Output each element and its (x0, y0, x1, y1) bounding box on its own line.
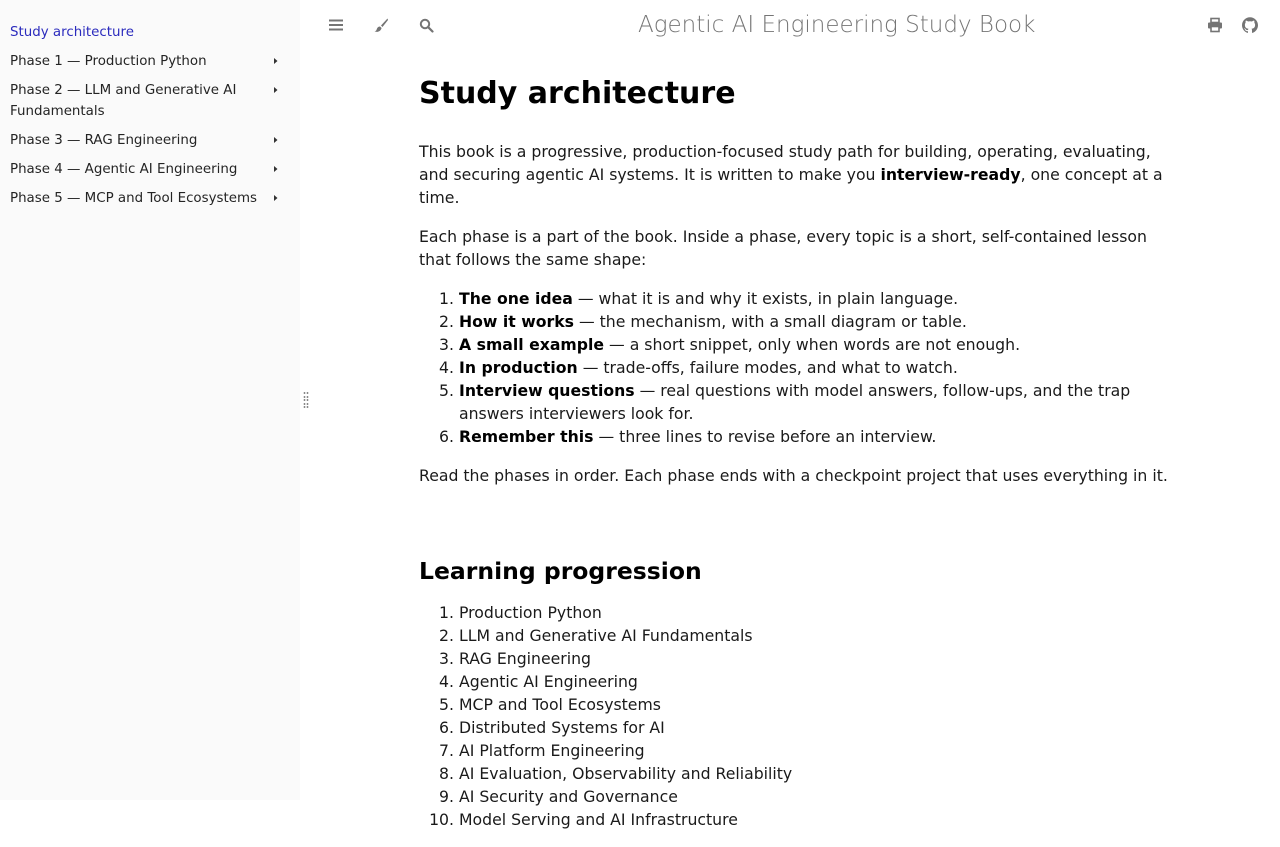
phase-paragraph: Each phase is a part of the book. Inside a phase, every topic is a short, self-contained lesson that follows the same shape: (419, 227, 1147, 269)
chevron-right-icon[interactable] (272, 134, 280, 146)
list-item: 1. Production Python (459, 601, 1179, 624)
read-order-paragraph: Read the phases in order. Each phase ends with a checkpoint project that uses everything in it. (419, 466, 1168, 485)
sidebar-item-label: Study architecture (10, 25, 134, 40)
list-item: 5. Interview questions — real questions with model answers, follow-ups, and the trap answers interviewers look for. (459, 379, 1179, 425)
chevron-right-icon[interactable] (272, 55, 280, 67)
sidebar-item-label: Phase 3 — RAG Engineering (10, 133, 198, 148)
section-heading-learning-progression: Learning progression (419, 557, 702, 585)
list-item: 3. RAG Engineering (459, 647, 1179, 670)
list-item: 6. Distributed Systems for AI (459, 716, 1179, 739)
sidebar-resize-handle[interactable] (303, 392, 309, 408)
list-item: 3. A small example — a short snippet, only when words are not enough. (459, 333, 1179, 356)
page-title: Study architecture (419, 76, 736, 111)
sidebar (0, 0, 300, 800)
chevron-right-icon[interactable] (272, 163, 280, 175)
search-icon[interactable] (416, 15, 436, 35)
list-item: 2. LLM and Generative AI Fundamentals (459, 624, 1179, 647)
sidebar-item-phase-1[interactable] (0, 51, 300, 72)
list-item: 4. Agentic AI Engineering (459, 670, 1179, 693)
sidebar-item-label: Phase 2 — LLM and Generative AI Fundamentals (10, 83, 237, 119)
sidebar-item-phase-3[interactable] (0, 130, 300, 151)
sidebar-item-phase-4[interactable] (0, 159, 300, 180)
lesson-shape-list (419, 287, 1179, 448)
sidebar-item-label: Phase 1 — Production Python (10, 54, 207, 69)
progression-list (419, 601, 1179, 831)
list-item: 9. AI Security and Governance (459, 785, 1179, 808)
list-item: 10. Model Serving and AI Infrastructure (459, 808, 1179, 831)
sidebar-item-study-architecture[interactable] (0, 22, 300, 43)
book-title: Agentic AI Engineering Study Book (638, 12, 1036, 38)
sidebar-item-label: Phase 4 — Agentic AI Engineering (10, 162, 238, 177)
list-item: 4. In production — trade-offs, failure modes, and what to watch. (459, 356, 1179, 379)
sidebar-item-phase-2[interactable] (0, 80, 300, 122)
menu-bar (300, 0, 1280, 50)
list-item: 1. The one idea — what it is and why it exists, in plain language. (459, 287, 1179, 310)
github-icon[interactable] (1240, 15, 1260, 35)
main-content (419, 72, 1179, 847)
chevron-right-icon[interactable] (272, 84, 280, 96)
list-item: 8. AI Evaluation, Observability and Reliability (459, 762, 1179, 785)
list-item: 7. AI Platform Engineering (459, 739, 1179, 762)
brush-icon[interactable] (371, 15, 391, 35)
list-item: 2. How it works — the mechanism, with a small diagram or table. (459, 310, 1179, 333)
list-item: 6. Remember this — three lines to revise before an interview. (459, 425, 1179, 448)
chevron-right-icon[interactable] (272, 192, 280, 204)
sidebar-item-label: Phase 5 — MCP and Tool Ecosystems (10, 191, 258, 206)
print-icon[interactable] (1205, 15, 1225, 35)
list-item: 5. MCP and Tool Ecosystems (459, 693, 1179, 716)
intro-paragraph: This book is a progressive, production-focused study path for building, operating, evaluating, and securing agentic AI systems. It is written to make you interview-ready, one concept at a time. (419, 142, 1163, 207)
menu-icon[interactable] (326, 15, 346, 35)
sidebar-item-phase-5[interactable] (0, 188, 300, 209)
